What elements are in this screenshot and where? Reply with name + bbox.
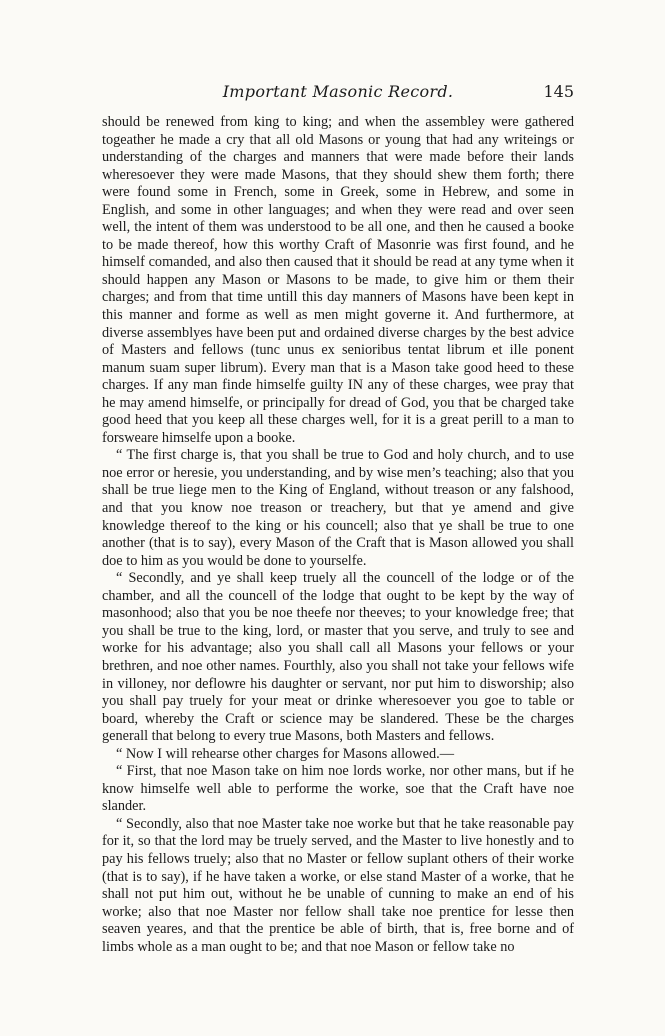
page-header xyxy=(102,82,574,106)
paragraph-1: should be renewed from king to king; and when the assembley were gathered togeather he made a cry that all old Masons or young that had any writeings or understanding of the charges and manners that were made before their lands wheresoever they were made Masons, that they should shew them forth; there were found some in French, some in Greek, some in Hebrew, and some in English, and some in other languages; and when they were read and over seen well, the intent of them was understood to be all one, and then he caused a booke to be made thereof, how this worthy Craft of Masonrie was first found, and he himself comanded, and also then caused that it should be read at any tyme when it should happen any Mason or Masons to be made, to give him or them their charges; and from that time untill this day manners of Masons have been kept in this manner and forme as well as men might governe it. And furthermore, at diverse assemblyes have been put and ordained diverse charges by the best advice of Masters and fellows (tunc unus ex senioribus tentat librum et ille ponent manum suam super librum). Every man that is a Mason take good heed to these charges. If any man finde himselfe guilty IN any of these charges, wee pray that he may amend himselfe, or principally for dread of God, you that be charged take good heed that you keep all these charges well, for it is a great perill to a man to forsweare himselfe upon a booke. xyxy=(102,114,574,446)
paragraph-5: “ First, that noe Mason take on him noe lords worke, nor other mans, but if he know himselfe well able to performe the worke, soe that the Craft have noe slander. xyxy=(102,763,574,815)
paragraph-2: “ The first charge is, that you shall be true to God and holy church, and to use noe error or heresie, you understanding, and by wise men’s teaching; also that you shall be true liege men to the King of England, without treason or any falshood, and that you know noe treason or treachery, but that ye amend and give knowledge thereof to the king or his councell; also that ye shall be true to one another (that is to say), every Mason of the Craft that is Mason allowed you shall doe to him as you would be done to yourselfe. xyxy=(102,447,574,569)
body-text xyxy=(102,114,574,956)
paragraph-4: “ Now I will rehearse other charges for Masons allowed.— xyxy=(116,745,454,762)
running-title: Important Masonic Record. xyxy=(222,82,454,101)
paragraph-3: “ Secondly, and ye shall keep truely all the councell of the lodge or of the chamber, and all the councell of the lodge that ought to be kept by the way of masonhood; also that you be noe theefe nor theeves; to your knowledge free; that you shall be true to the king, lord, or master that you serve, and truly to see and worke for his advantage; also you shall call all Masons your fellows or your brethren, and noe other names. Fourthly, also you shall not take your fellows wife in villoney, nor deflowre his daughter or servant, nor put him to disworship; also you shall pay truely for your meat or drinke wheresoever you goe to table or board, whereby the Craft or science may be slandered. These be the charges generall that belong to every true Masons, both Masters and fellows. xyxy=(102,570,574,745)
book-page xyxy=(102,82,574,1002)
page-number: 145 xyxy=(543,82,574,101)
paragraph-6: “ Secondly, also that noe Master take noe worke but that he take reasonable pay for it, so that the lord may be truely served, and the Master to live honestly and to pay his fellows truely; also that no Master or fellow suplant others of their worke (that is to say), if he have taken a worke, or else stand Master of a worke, that he shall not put him out, without he be unable of cunning to make an end of his worke; also that noe Master nor fellow shall take noe prentice for lesse then seaven yeares, and that the prentice be able of birth, that is, free borne and of limbs whole as a man ought to be; and that noe Mason or fellow take no xyxy=(102,815,574,955)
